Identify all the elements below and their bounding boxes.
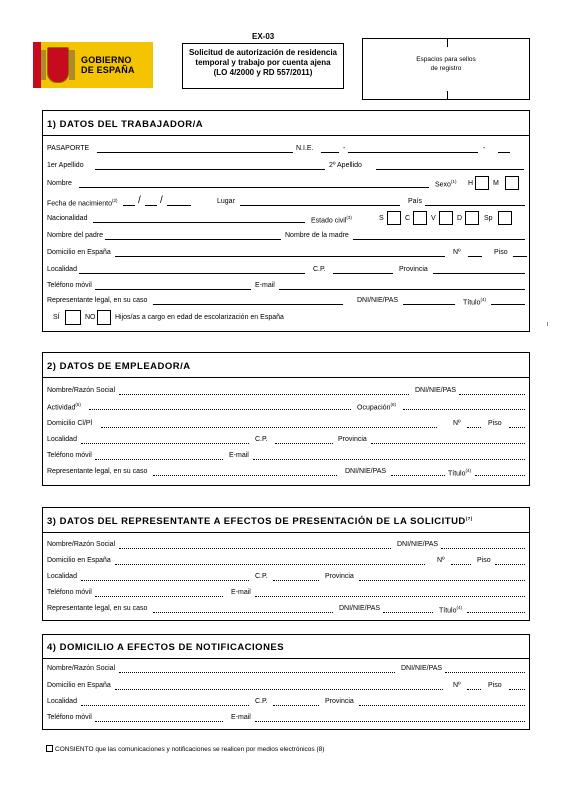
sex-m-label: M bbox=[493, 180, 499, 187]
employer-rep-label: Representante legal, en su caso bbox=[47, 468, 148, 475]
coat-of-arms-icon bbox=[47, 47, 69, 83]
section-notifications bbox=[42, 634, 530, 730]
surname1-label: 1er Apellido bbox=[47, 162, 84, 169]
country-label: País bbox=[408, 198, 423, 205]
section-employer bbox=[42, 352, 530, 486]
section-1-title: 1) DATOS DEL TRABAJADOR/A bbox=[47, 119, 204, 130]
stamp-label-2: de registro bbox=[430, 65, 462, 72]
nie-dash-1: - bbox=[343, 145, 346, 152]
province-field[interactable] bbox=[433, 273, 525, 274]
rep-number-label: Nº bbox=[437, 557, 445, 564]
logo-line-1: GOBIERNO bbox=[81, 55, 132, 65]
nie-field-2[interactable] bbox=[348, 152, 478, 153]
pillar-right-icon bbox=[69, 50, 75, 80]
notif-email-field[interactable] bbox=[255, 721, 525, 722]
rep-phone-field[interactable] bbox=[95, 596, 223, 597]
birthplace-field[interactable] bbox=[240, 205, 400, 206]
rep-locality-label: Localidad bbox=[47, 573, 77, 580]
stamp-tick-top bbox=[447, 39, 448, 47]
section-representative bbox=[42, 507, 530, 621]
rep-floor-label: Piso bbox=[477, 557, 491, 564]
notif-id-label: DNI/NIE/PAS bbox=[401, 665, 443, 672]
employer-province-field[interactable] bbox=[371, 443, 525, 444]
postcode-field[interactable] bbox=[333, 273, 393, 274]
section-divider bbox=[43, 658, 529, 659]
employer-floor-field[interactable] bbox=[509, 427, 525, 428]
flag-stripe bbox=[33, 42, 41, 88]
employer-number-label: Nº bbox=[453, 420, 461, 427]
employer-name-label: Nombre/Razón Social bbox=[47, 387, 116, 394]
employer-id-label: DNI/NIE/PAS bbox=[415, 387, 457, 394]
employer-phone-field[interactable] bbox=[95, 459, 223, 460]
rep-legal-title-label: Título$^{(4)}$ bbox=[439, 605, 463, 615]
children-no-label: NO bbox=[85, 314, 96, 321]
birthdate-label: Fecha de nacimiento$^{(2)}$ bbox=[47, 198, 118, 208]
employer-rep-title-field[interactable] bbox=[475, 475, 525, 476]
occupation-label: Ocupación$^{(6)}$ bbox=[357, 402, 396, 412]
mother-field[interactable] bbox=[353, 239, 525, 240]
rep-phone-label: Teléfono móvil bbox=[47, 589, 92, 596]
notif-number-label: Nº bbox=[453, 682, 461, 689]
employer-postcode-field[interactable] bbox=[275, 443, 333, 444]
rep-locality-field[interactable] bbox=[81, 580, 249, 581]
rep-postcode-label: C.P. bbox=[255, 573, 268, 580]
employer-rep-title-label: Título$^{(4)}$ bbox=[448, 468, 472, 478]
notif-address-label: Domicilio en España bbox=[47, 682, 111, 689]
name-field[interactable] bbox=[79, 187, 429, 188]
notif-name-field[interactable] bbox=[119, 672, 395, 673]
notif-locality-field[interactable] bbox=[81, 705, 249, 706]
employer-email-label: E-mail bbox=[229, 452, 249, 459]
employer-id-field[interactable] bbox=[459, 394, 525, 395]
employer-address-label: Domicilio Cl/Pl bbox=[47, 420, 93, 427]
nie-field-1[interactable] bbox=[321, 152, 339, 153]
marital-status-label: Estado civil$^{(3)}$ bbox=[311, 215, 352, 225]
section-divider bbox=[43, 135, 529, 136]
sex-label: Sexo$^{(1)}$ bbox=[435, 179, 457, 189]
consent-label: CONSIENTO que las comunicaciones y notificaciones se realicen por medios electrónicos (8) bbox=[55, 746, 325, 753]
surname2-label: 2º Apellido bbox=[329, 162, 362, 169]
email-label: E-mail bbox=[255, 282, 275, 289]
marital-s-label: S bbox=[379, 215, 384, 222]
notif-email-label: E-mail bbox=[231, 714, 251, 721]
marital-d-label: D bbox=[457, 215, 463, 222]
nationality-label: Nacionalidad bbox=[47, 215, 88, 222]
father-label: Nombre del padre bbox=[47, 232, 104, 239]
floor-field[interactable] bbox=[513, 256, 527, 257]
employer-province-label: Provincia bbox=[338, 436, 367, 443]
form-title-line-2: temporal y trabajo por cuenta ajena bbox=[195, 58, 331, 67]
legal-rep-id-label: DNI/NIE/PAS bbox=[357, 297, 399, 304]
employer-number-field[interactable] bbox=[467, 427, 481, 428]
marital-v-checkbox[interactable] bbox=[439, 211, 453, 225]
legal-rep-id-field[interactable] bbox=[403, 304, 455, 305]
rep-legal-label: Representante legal, en su caso bbox=[47, 605, 148, 612]
birthplace-label: Lugar bbox=[217, 198, 235, 205]
gobierno-logo bbox=[33, 42, 153, 88]
employer-phone-label: Teléfono móvil bbox=[47, 452, 92, 459]
notif-floor-field[interactable] bbox=[509, 689, 525, 690]
postcode-label: C.P. bbox=[313, 266, 326, 273]
section-divider bbox=[43, 532, 529, 533]
rep-id-label: DNI/NIE/PAS bbox=[397, 541, 439, 548]
notif-province-label: Provincia bbox=[325, 698, 354, 705]
notif-name-label: Nombre/Razón Social bbox=[47, 665, 116, 672]
section-2-title: 2) DATOS DE EMPLEADOR/A bbox=[47, 361, 191, 372]
rep-floor-field[interactable] bbox=[495, 564, 525, 565]
rep-id-field[interactable] bbox=[441, 548, 525, 549]
surname1-field[interactable] bbox=[95, 169, 325, 170]
notif-postcode-field[interactable] bbox=[273, 705, 319, 706]
employer-rep-field[interactable] bbox=[153, 475, 337, 476]
employer-address-field[interactable] bbox=[101, 427, 437, 428]
form-title-line-3: (LO 4/2000 y RD 557/2011) bbox=[213, 68, 313, 77]
address-number-label: Nº bbox=[453, 249, 461, 256]
logo-line-2: DE ESPAÑA bbox=[81, 65, 135, 75]
floor-label: Piso bbox=[494, 249, 508, 256]
birth-month-field[interactable] bbox=[145, 205, 157, 206]
notif-locality-label: Localidad bbox=[47, 698, 77, 705]
nie-dash-2: - bbox=[483, 145, 486, 152]
employer-name-field[interactable] bbox=[119, 394, 409, 395]
address-label: Domicilio en España bbox=[47, 249, 111, 256]
marital-c-label: C bbox=[405, 215, 411, 222]
passport-field[interactable] bbox=[97, 152, 293, 153]
phone-label: Teléfono móvil bbox=[47, 282, 92, 289]
locality-label: Localidad bbox=[47, 266, 77, 273]
form-title-box bbox=[182, 43, 344, 89]
activity-field[interactable] bbox=[89, 409, 351, 410]
section-worker bbox=[42, 110, 530, 332]
mother-label: Nombre de la madre bbox=[285, 232, 349, 239]
employer-locality-label: Localidad bbox=[47, 436, 77, 443]
children-yes-label: SÍ bbox=[53, 314, 60, 321]
nationality-field[interactable] bbox=[93, 222, 305, 223]
phone-field[interactable] bbox=[95, 289, 251, 290]
marital-v-label: V bbox=[431, 215, 436, 222]
rep-legal-title-field[interactable] bbox=[467, 612, 525, 613]
notif-floor-label: Piso bbox=[488, 682, 502, 689]
form-title-line-1: Solicitud de autorización de residencia bbox=[188, 48, 338, 57]
marital-s-checkbox[interactable] bbox=[387, 211, 401, 225]
birth-year-field[interactable] bbox=[167, 205, 191, 206]
rep-legal-id-field[interactable] bbox=[383, 612, 433, 613]
children-no-checkbox[interactable] bbox=[97, 310, 111, 325]
employer-locality-field[interactable] bbox=[81, 443, 249, 444]
locality-field[interactable] bbox=[79, 273, 305, 274]
notif-address-field[interactable] bbox=[115, 689, 443, 690]
notif-id-field[interactable] bbox=[445, 672, 525, 673]
employer-floor-label: Piso bbox=[488, 420, 502, 427]
address-number-field[interactable] bbox=[468, 256, 482, 257]
surname2-field[interactable] bbox=[376, 169, 524, 170]
logo-text bbox=[81, 55, 135, 75]
pillar-left-icon bbox=[41, 50, 46, 80]
legal-rep-title-field[interactable] bbox=[491, 304, 525, 305]
date-separator-1: / bbox=[138, 195, 141, 206]
notif-phone-label: Teléfono móvil bbox=[47, 714, 92, 721]
children-yes-checkbox[interactable] bbox=[65, 310, 81, 325]
province-label: Provincia bbox=[399, 266, 428, 273]
children-label: Hijos/as a cargo en edad de escolarización en España bbox=[115, 314, 284, 321]
employer-postcode-label: C.P. bbox=[255, 436, 268, 443]
sex-m-checkbox[interactable] bbox=[505, 176, 519, 190]
rep-legal-field[interactable] bbox=[153, 612, 333, 613]
rep-province-field[interactable] bbox=[359, 580, 525, 581]
margin-mark: I bbox=[547, 322, 549, 328]
rep-number-field[interactable] bbox=[451, 564, 471, 565]
section-4-title: 4) DOMICILIO A EFECTOS DE NOTIFICACIONES bbox=[47, 642, 285, 653]
registry-stamp-box bbox=[362, 38, 530, 100]
birth-day-field[interactable] bbox=[123, 205, 135, 206]
employer-rep-id-field[interactable] bbox=[391, 475, 445, 476]
nie-field-3[interactable] bbox=[498, 152, 510, 153]
consent-checkbox[interactable] bbox=[46, 745, 53, 752]
section-3-title: 3) DATOS DEL REPRESENTANTE A EFECTOS DE PRESENTACIÓN DE LA SOLICITUD$^{(7)}$ bbox=[47, 516, 473, 528]
legal-rep-field[interactable] bbox=[153, 304, 343, 305]
activity-label: Actividad$^{(5)}$ bbox=[47, 402, 81, 412]
employer-email-field[interactable] bbox=[253, 459, 525, 460]
marital-c-checkbox[interactable] bbox=[413, 211, 427, 225]
country-field[interactable] bbox=[425, 205, 525, 206]
nie-label: N.I.E. bbox=[296, 145, 314, 152]
date-separator-2: / bbox=[160, 195, 163, 206]
rep-address-label: Domicilio en España bbox=[47, 557, 111, 564]
occupation-field[interactable] bbox=[403, 409, 525, 410]
notif-province-field[interactable] bbox=[359, 705, 525, 706]
consent-row bbox=[46, 745, 324, 753]
rep-postcode-field[interactable] bbox=[273, 580, 319, 581]
address-field[interactable] bbox=[115, 256, 445, 257]
rep-email-field[interactable] bbox=[255, 596, 525, 597]
marital-sp-label: Sp bbox=[484, 215, 493, 222]
employer-rep-id-label: DNI/NIE/PAS bbox=[345, 468, 387, 475]
rep-email-label: E-mail bbox=[231, 589, 251, 596]
rep-address-field[interactable] bbox=[115, 564, 425, 565]
email-field[interactable] bbox=[279, 289, 525, 290]
marital-sp-checkbox[interactable] bbox=[498, 211, 512, 225]
notif-postcode-label: C.P. bbox=[255, 698, 268, 705]
legal-rep-title-label: Título$^{(4)}$ bbox=[463, 297, 487, 307]
notif-phone-field[interactable] bbox=[95, 721, 223, 722]
sex-h-label: H bbox=[468, 180, 474, 187]
rep-province-label: Provincia bbox=[325, 573, 354, 580]
notif-number-field[interactable] bbox=[467, 689, 481, 690]
rep-name-field[interactable] bbox=[119, 548, 391, 549]
stamp-tick-bottom bbox=[447, 91, 448, 99]
father-field[interactable] bbox=[105, 239, 281, 240]
passport-label: PASAPORTE bbox=[47, 145, 90, 152]
rep-legal-id-label: DNI/NIE/PAS bbox=[339, 605, 381, 612]
marital-d-checkbox[interactable] bbox=[465, 211, 479, 225]
sex-h-checkbox[interactable] bbox=[475, 176, 489, 190]
section-divider bbox=[43, 377, 529, 378]
form-code: EX-03 bbox=[252, 32, 275, 41]
legal-rep-label: Representante legal, en su caso bbox=[47, 297, 148, 304]
name-label: Nombre bbox=[47, 180, 72, 187]
rep-name-label: Nombre/Razón Social bbox=[47, 541, 116, 548]
stamp-label-1: Espacios para sellos bbox=[416, 56, 476, 63]
